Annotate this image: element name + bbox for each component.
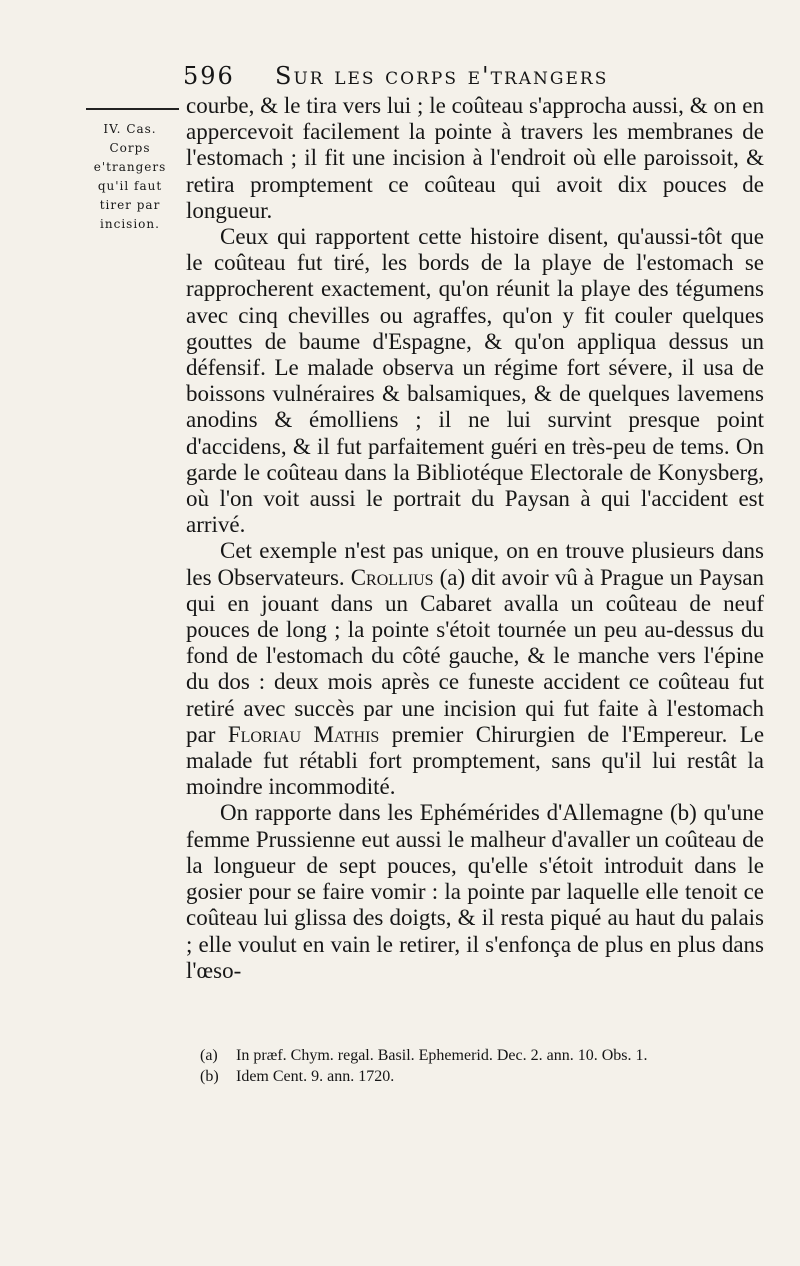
author-crollius: Crollius (350, 564, 434, 590)
footnote-mark: (a) (200, 1047, 218, 1064)
page-number: 596 (183, 62, 235, 90)
paragraph-3-text-b: (a) dit avoir vû à Prague un Paysan qui en jouant dans un Cabaret avalla un coûteau de neuf pouces de long ; la pointe s'étoit tournée un peu au-dessus du fond de l'estomach du côté gauche, & le manche vers l'épine du dos : deux mois après ce funeste accident ce coûteau fut retiré avec succès par une incision qui fut faite à l'estomach par (186, 564, 764, 747)
running-header (183, 62, 743, 96)
footnote-text: In præf. Chym. regal. Basil. Ephemerid. Dec. 2. ann. 10. Obs. 1. (236, 1047, 648, 1064)
margin-note-line: qu'il faut (97, 179, 163, 193)
paragraph-3 (186, 538, 764, 800)
footnote-b (200, 1066, 760, 1087)
footnote-mark: (b) (200, 1068, 219, 1085)
margin-note-line: IV. Cas. (103, 122, 157, 136)
paragraph-3-text-a: Cet exemple n'est pas unique, on en trouve plusieurs dans les Observateurs. (186, 538, 764, 590)
paragraph-2: Ceux qui rapportent cette histoire disent, qu'aussi-tôt que le coûteau fut tiré, les bords de la playe de l'estomach se rapprocherent exactement, qu'on réunit la playe des tégumens avec cinq chevilles ou agraffes, qu'on y fit couler quelques gouttes de baume d'Espagne, & qu'on appliqua dessus un défensif. Le malade observa un régime fort sévere, il usa de boissons vulnéraires & balsamiques, & de quelques lavemens anodins & émolliens ; il ne lui survint presque point d'accidens, & il fut parfaitement guéri en très-peu de tems. On garde le coûteau dans la Bibliotéque Electorale de Konysberg, où l'on voit aussi le portrait du Paysan à qui l'accident est arrivé. (186, 224, 764, 538)
paragraph-1: courbe, & le tira vers lui ; le coûteau s'approcha aussi, & on en appercevoit facilement la pointe à travers les membranes de l'estomach ; il fit une incision à l'endroit où elle paroissoit, & retira promptement ce coûteau qui avoit dix pouces de longueur. (186, 93, 764, 223)
main-text (186, 93, 764, 984)
margin-note-line: tirer par (99, 198, 161, 212)
footnote-a (200, 1045, 760, 1066)
header-rule (86, 108, 179, 110)
surgeon-name: Floriau Mathis (227, 721, 380, 747)
margin-note (74, 120, 186, 234)
paragraph-4: On rapporte dans les Ephémérides d'Allemagne (b) qu'une femme Prussienne eut aussi le malheur d'avaller un coûteau de la longueur de sept pouces, qu'elle s'étoit introduit dans le gosier pour se faire vomir : la pointe par laquelle elle tenoit ce coûteau lui glissa des doigts, & il resta piqué au haut du palais ; elle voulut en vain le retirer, il s'enfonça de plus en plus dans l'œso- (186, 800, 764, 983)
paragraph-3-text-c: premier Chirurgien de l'Empereur. Le malade fut rétabli fort promptement, sans qu'il lui restât la moindre incommodité. (186, 721, 765, 800)
margin-note-line: e'trangers (93, 160, 167, 174)
margin-note-line: incision. (100, 217, 160, 231)
margin-note-line: Corps (109, 141, 151, 155)
footnotes (200, 1045, 760, 1087)
running-title: Sur les corps e'trangers (275, 62, 609, 90)
footnote-text: Idem Cent. 9. ann. 1720. (236, 1068, 395, 1085)
